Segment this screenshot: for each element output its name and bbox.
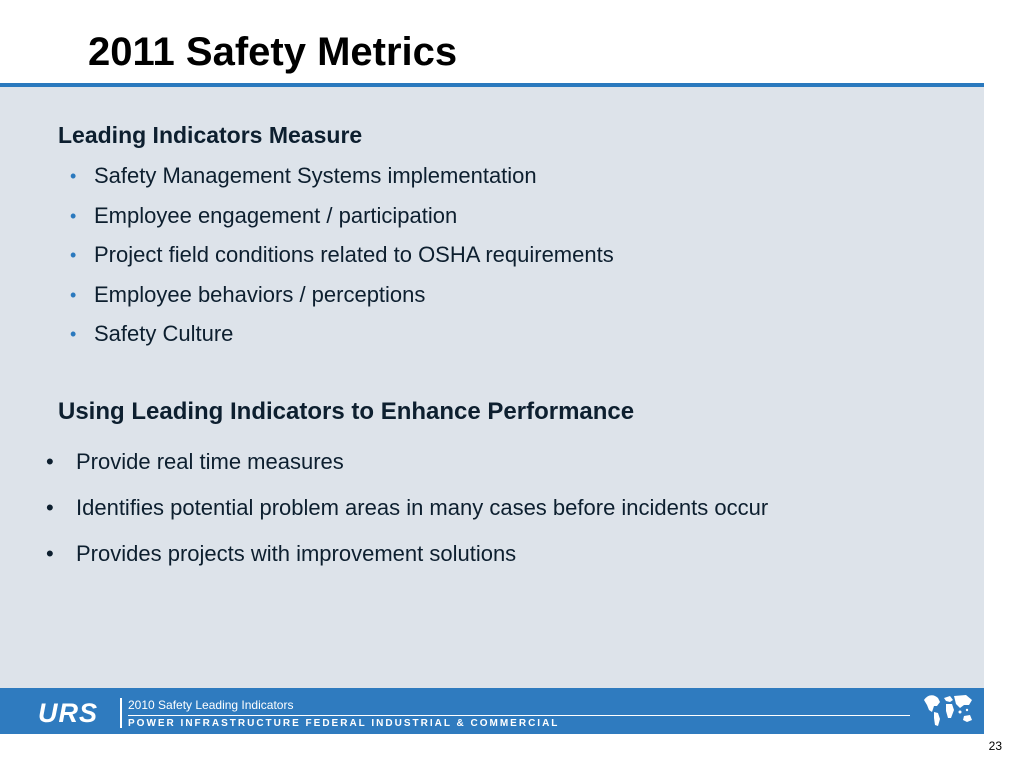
bullet-icon: • <box>70 166 77 186</box>
list-item-text: Employee engagement / participation <box>94 202 458 228</box>
list-item-text: Provides projects with improvement solutions <box>76 541 517 566</box>
list-item <box>70 202 614 242</box>
list-item <box>70 241 614 281</box>
section-heading-leading-indicators: Leading Indicators Measure <box>58 122 363 148</box>
footer-caption: 2010 Safety Leading Indicators <box>128 698 294 712</box>
list-item-text: Employee behaviors / perceptions <box>94 281 426 307</box>
bullet-icon: • <box>46 495 54 520</box>
list-item <box>46 494 768 540</box>
list-item-text: Identifies potential problem areas in many cases before incidents occur <box>76 495 769 520</box>
list-item <box>46 448 768 494</box>
list-item <box>46 540 768 586</box>
footer-divider <box>120 698 122 728</box>
bullet-icon: • <box>46 449 54 474</box>
page-number: 23 <box>988 739 1002 753</box>
slide-title: 2011 Safety Metrics <box>88 30 458 74</box>
bullet-icon: • <box>70 205 77 226</box>
list-item-text: Safety Culture <box>94 321 234 346</box>
list-item-text: Safety Management Systems implementation <box>94 163 537 188</box>
leading-indicators-list <box>70 162 614 360</box>
footer-tagline: POWER INFRASTRUCTURE FEDERAL INDUSTRIAL & COMMERCIAL <box>128 718 560 729</box>
enhance-performance-list <box>46 448 768 586</box>
list-item-text: Provide real time measures <box>76 449 344 474</box>
section-heading-enhance-performance: Using Leading Indicators to Enhance Performance <box>58 398 635 425</box>
urs-logo: URS <box>38 698 99 728</box>
list-item-text: Project field conditions related to OSHA requirements <box>94 242 614 267</box>
list-item <box>70 162 614 202</box>
footer-rule <box>128 715 910 716</box>
list-item <box>70 320 614 360</box>
bullet-icon: • <box>70 324 77 344</box>
bullet-icon: • <box>46 541 54 566</box>
world-map-icon <box>920 690 976 730</box>
list-item <box>70 281 614 321</box>
bullet-icon: • <box>70 245 77 265</box>
bullet-icon: • <box>70 284 77 305</box>
